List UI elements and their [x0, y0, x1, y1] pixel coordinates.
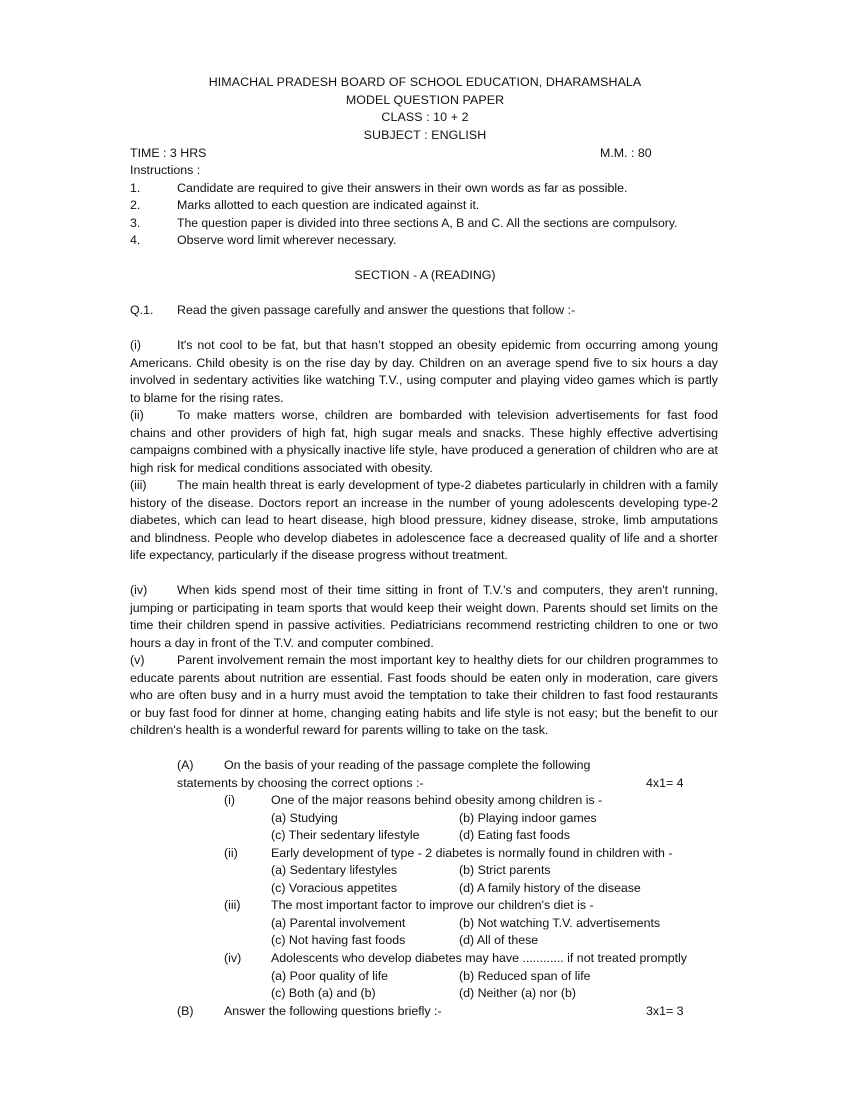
paragraph-label: (iv)	[130, 583, 148, 597]
mcq-option: (b) Strict parents	[459, 863, 551, 877]
mcq-option: (a) Parental involvement	[271, 916, 406, 930]
max-marks-label: M.M. : 80	[600, 146, 652, 160]
mcq-option: (d) A family history of the disease	[459, 881, 641, 895]
mcq-option: (d) Neither (a) nor (b)	[459, 986, 577, 1000]
paragraph-text: It's not cool to be fat, but that hasn’t stopped an obesity epidemic from occurring among young Americans. Child obesity is on the rise day by day. Children on an average spend five to six hours a day involved in sedentary activities like watching T.V., using computer and playing video games which is partly to blame for the rising rates.	[130, 338, 718, 405]
mcq-number: (iv)	[224, 951, 242, 965]
part-b-instruction: Answer the following questions briefly :-	[224, 1004, 442, 1018]
paragraph-label: (i)	[130, 338, 142, 352]
mcq-option: (a) Sedentary lifestyles	[271, 863, 398, 877]
time-label: TIME : 3 HRS	[130, 146, 207, 160]
part-a-label: (A)	[177, 758, 194, 772]
paragraph-text: To make matters worse, children are bombarded with television advertisements for fast food chains and other providers of high fat, high sugar meals and snacks. These highly effective advertising campaigns combined with a physically inactive life style, have produced a generation of children who are at high risk for medical conditions associated with obesity.	[130, 408, 718, 475]
paragraph-text: When kids spend most of their time sitting in front of T.V.'s and computers, they aren't running, jumping or participating in team sports that would keep their weight down. Parents should set limits on the time their children spend in passive activities. Pediatricians recommend restricting children to one or two hours a day in front of the T.V. and computer combined.	[130, 583, 718, 650]
passage-paragraph	[130, 477, 718, 565]
paragraph-text: The main health threat is early development of type-2 diabetes particularly in children with a family history of the disease. Doctors report an increase in the number of young adolescents developing type-2 diabetes, which can lead to heart disease, high blood pressure, kidney disease, stroke, limb amputations and blindness. People who develop diabetes in adolescence face a decreased quality of life and a shorter life expectancy, particularly if the disease progress without treatment.	[130, 478, 718, 562]
class-label: CLASS : 10 + 2	[381, 110, 469, 124]
paragraph-label: (iii)	[130, 478, 147, 492]
part-b-marks: 3x1= 3	[646, 1004, 684, 1018]
instruction-number: 3.	[130, 216, 141, 230]
question-number: Q.1.	[130, 303, 154, 317]
passage-paragraph	[130, 652, 718, 740]
instruction-number: 2.	[130, 198, 141, 212]
instruction-number: 4.	[130, 233, 141, 247]
mcq-question: One of the major reasons behind obesity among children is -	[271, 793, 603, 807]
mcq-number: (i)	[224, 793, 236, 807]
instruction-text: Candidate are required to give their answers in their own words as far as possible.	[177, 181, 628, 195]
mcq-option: (c) Voracious appetites	[271, 881, 398, 895]
mcq-option: (b) Playing indoor games	[459, 811, 597, 825]
mcq-option: (a) Studying	[271, 811, 338, 825]
question-prompt: Read the given passage carefully and answer the questions that follow :-	[177, 303, 576, 317]
mcq-option: (c) Their sedentary lifestyle	[271, 828, 420, 842]
passage-paragraph	[130, 337, 718, 407]
passage-paragraph	[130, 407, 718, 477]
mcq-option: (d) Eating fast foods	[459, 828, 570, 842]
mcq-question: The most important factor to improve our children's diet is -	[271, 898, 594, 912]
mcq-option: (b) Not watching T.V. advertisements	[459, 916, 661, 930]
mcq-question: Early development of type - 2 diabetes is normally found in children with -	[271, 846, 673, 860]
mcq-option: (c) Not having fast foods	[271, 933, 406, 947]
instruction-text: Observe word limit wherever necessary.	[177, 233, 397, 247]
paragraph-label: (ii)	[130, 408, 144, 422]
section-a-title: SECTION - A (READING)	[354, 268, 496, 282]
mcq-number: (iii)	[224, 898, 241, 912]
mcq-option: (b) Reduced span of life	[459, 969, 591, 983]
instructions-heading: Instructions :	[130, 163, 201, 177]
instruction-text: The question paper is divided into three sections A, B and C. All the sections are compulsory.	[177, 216, 678, 230]
part-a-marks: 4x1= 4	[646, 776, 684, 790]
subject-label: SUBJECT : ENGLISH	[363, 128, 487, 142]
mcq-option: (c) Both (a) and (b)	[271, 986, 376, 1000]
instruction-number: 1.	[130, 181, 141, 195]
mcq-option: (d) All of these	[459, 933, 539, 947]
paragraph-label: (v)	[130, 653, 145, 667]
paper-title: MODEL QUESTION PAPER	[345, 93, 505, 107]
mcq-option: (a) Poor quality of life	[271, 969, 389, 983]
part-b-label: (B)	[177, 1004, 194, 1018]
mcq-number: (ii)	[224, 846, 238, 860]
board-name: HIMACHAL PRADESH BOARD OF SCHOOL EDUCATION, DHARAMSHALA	[208, 75, 642, 89]
part-a-instruction-line1: On the basis of your reading of the passage complete the following	[224, 758, 591, 772]
passage-paragraph	[130, 582, 718, 652]
mcq-question: Adolescents who develop diabetes may have ............ if not treated promptly	[271, 951, 687, 965]
paragraph-text: Parent involvement remain the most important key to healthy diets for our children programmes to educate parents about nutrition are essential. Fast foods should be eaten only in moderation, care givers who are often busy and in a hurry must avoid the temptation to take their children to fast food restaurants or buy fast food for dinner at home, changing eating habits and life style is not easy; but the benefit to our children's health is a wonderful reward for parents willing to take on the task.	[130, 653, 718, 737]
part-a-instruction-line2: statements by choosing the correct options :-	[177, 776, 424, 790]
instruction-text: Marks allotted to each question are indicated against it.	[177, 198, 480, 212]
